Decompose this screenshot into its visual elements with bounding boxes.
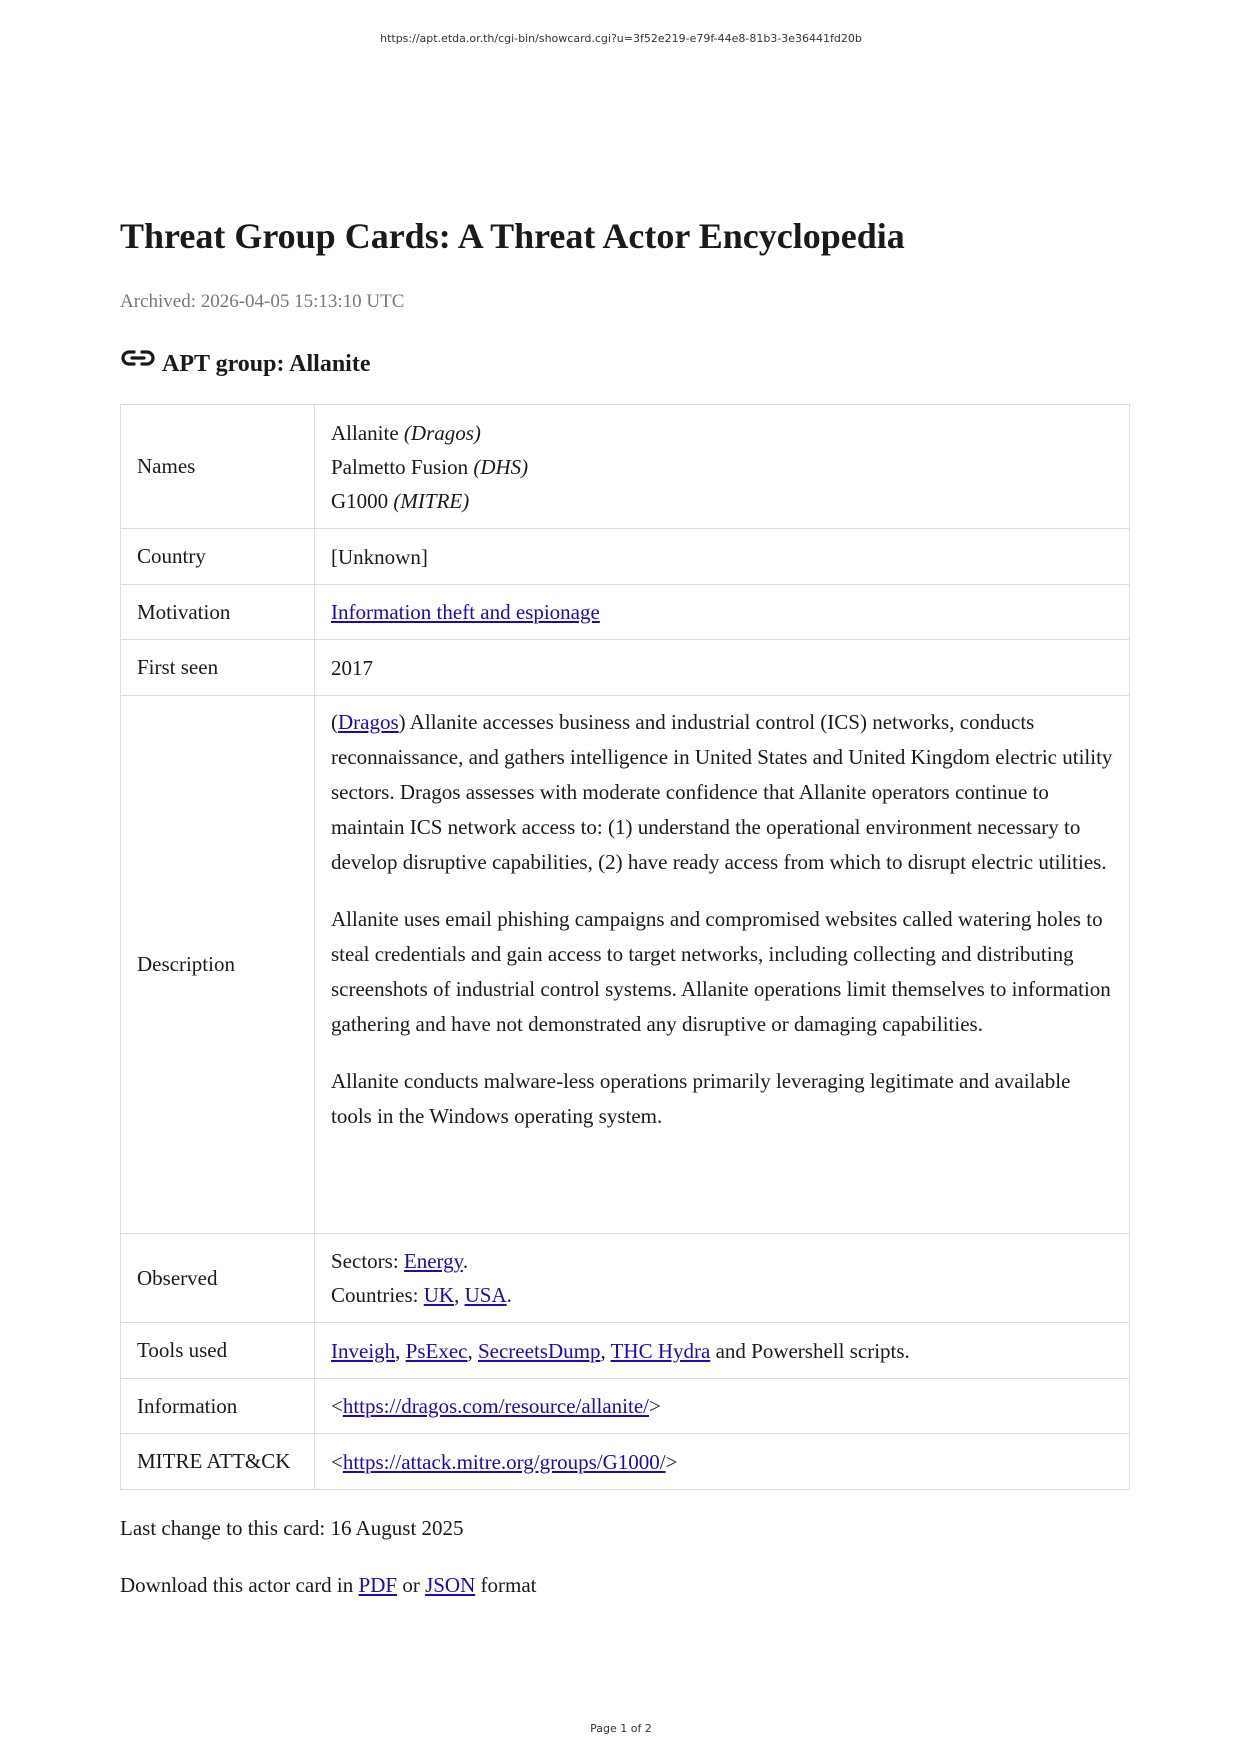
information-link[interactable]: https://dragos.com/resource/allanite/ <box>342 1394 650 1418</box>
last-change: Last change to this card: 16 August 2025 <box>120 1516 464 1540</box>
row-names <box>121 405 1130 529</box>
group-heading <box>120 344 1130 384</box>
name-entry: Allanite (Dragos) <box>331 420 481 445</box>
label-tools: Tools used <box>121 1323 315 1379</box>
observed-sectors: Sectors: Energy. <box>331 1249 469 1273</box>
page-number: Page 1 of 2 <box>590 1722 652 1735</box>
tool-link-psexec[interactable]: PsExec <box>405 1338 468 1363</box>
link-icon[interactable] <box>120 346 156 370</box>
description-paragraph: Allanite uses email phishing campaigns and compromised websites called watering holes to steal credentials and gain access to target networks, including collecting and distributing screenshots of industrial control systems. Allanite operations limit themselves to information gathering and have not demonstrated any disruptive or damaging capabilities. <box>331 907 1111 1036</box>
value-motivation <box>315 585 1130 640</box>
page-title: Threat Group Cards: A Threat Actor Encyclopedia <box>120 216 905 256</box>
archived-timestamp: Archived: 2026-04-05 15:13:10 UTC <box>120 291 405 312</box>
row-country <box>121 529 1130 585</box>
label-first-seen: First seen <box>121 640 315 696</box>
value-observed <box>315 1234 1130 1323</box>
row-first-seen <box>121 640 1130 696</box>
row-observed <box>121 1234 1130 1323</box>
value-names <box>315 405 1130 529</box>
print-header-url: https://apt.etda.or.th/cgi-bin/showcard.cgi?u=3f52e219-e79f-44e8-81b3-3e36441fd20b <box>380 32 862 45</box>
download-json-link[interactable]: JSON <box>425 1573 476 1597</box>
group-title: APT group: Allanite <box>162 350 371 377</box>
label-description: Description <box>121 696 315 1234</box>
label-country: Country <box>121 529 315 585</box>
download-pdf-link[interactable]: PDF <box>358 1573 398 1597</box>
sector-link-energy[interactable]: Energy <box>403 1249 463 1273</box>
dragos-link[interactable]: Dragos <box>338 710 399 734</box>
label-information: Information <box>121 1379 315 1434</box>
observed-countries: Countries: UK, USA. <box>331 1283 512 1307</box>
name-entry: G1000 (MITRE) <box>331 488 470 513</box>
value-tools: Inveigh, PsExec, SecreetsDump, THC Hydra and Powershell scripts. <box>315 1323 1130 1379</box>
label-mitre: MITRE ATT&CK <box>121 1434 315 1490</box>
row-description <box>121 696 1130 1234</box>
label-names: Names <box>121 405 315 529</box>
name-entry: Palmetto Fusion (DHS) <box>331 454 529 479</box>
download-line: Download this actor card in PDF or JSON format <box>120 1573 537 1597</box>
label-observed: Observed <box>121 1234 315 1323</box>
country-link-uk[interactable]: UK <box>423 1283 455 1307</box>
label-motivation: Motivation <box>121 585 315 640</box>
tool-link-secreetsdump[interactable]: SecreetsDump <box>477 1338 601 1363</box>
main-content <box>120 212 1130 1599</box>
value-description <box>315 696 1130 1234</box>
tool-link-thc-hydra[interactable]: THC Hydra <box>610 1338 711 1363</box>
value-country: [Unknown] <box>315 529 1130 585</box>
row-tools <box>121 1323 1130 1379</box>
description-paragraph: (Dragos) Allanite accesses business and industrial control (ICS) networks, conducts reconnaissance, and gathers intelligence in United States and United Kingdom electric utility sectors. Dragos assesses with moderate confidence that Allanite operators continue to maintain ICS network access to: (1) understand the operational environment necessary to develop disruptive capabilities, (2) have ready access from which to disrupt electric utilities. <box>331 710 1113 874</box>
row-information <box>121 1379 1130 1434</box>
actor-card-table <box>120 404 1130 1490</box>
description-paragraph: Allanite conducts malware-less operations primarily leveraging legitimate and available tools in the Windows operating system. <box>331 1069 1071 1128</box>
row-motivation <box>121 585 1130 640</box>
mitre-link[interactable]: https://attack.mitre.org/groups/G1000/ <box>342 1449 666 1474</box>
value-information: <https://dragos.com/resource/allanite/> <box>315 1379 1130 1434</box>
tool-link-inveigh[interactable]: Inveigh <box>331 1338 396 1363</box>
motivation-link[interactable]: Information theft and espionage <box>331 600 600 624</box>
country-link-usa[interactable]: USA <box>464 1283 507 1307</box>
value-first-seen: 2017 <box>315 640 1130 696</box>
row-mitre <box>121 1434 1130 1490</box>
value-mitre: <https://attack.mitre.org/groups/G1000/> <box>315 1434 1130 1490</box>
